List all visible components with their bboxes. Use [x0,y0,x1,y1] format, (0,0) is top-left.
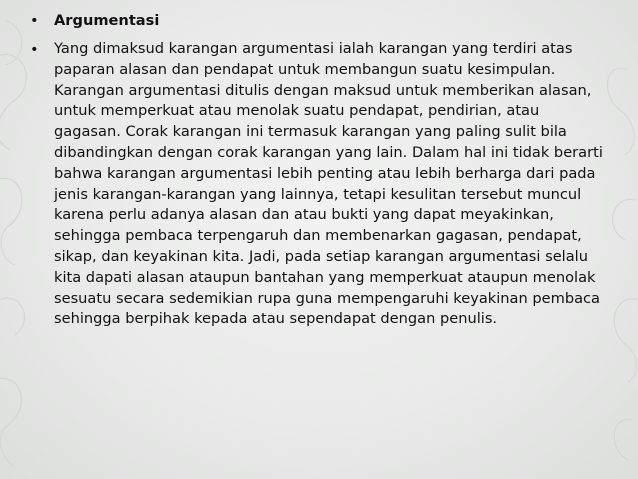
paragraph-line: Yang dimaksud karangan argumentasi ialah karangan yang terdiri atas [54,40,573,57]
bullet-marker: • [30,41,39,58]
bullet-marker: • [30,12,39,29]
paragraph-line: gagasan. Corak karangan ini termasuk karangan yang paling sulit bila [54,123,567,141]
paragraph-line: jenis karangan-karangan yang lainnya, tetapi kesulitan tersebut muncul [54,185,582,203]
paragraph-line: paparan alasan dan pendapat untuk membangun suatu kesimpulan. [54,60,556,78]
paragraph-line: dibandingkan dengan corak karangan yang lain. Dalam hal ini tidak berarti [54,143,603,161]
paragraph-bullet-item [30,39,630,330]
heading-text: Argumentasi [54,12,160,29]
heading-bullet-item [30,10,630,39]
paragraph-line: sehingga pembaca terpengaruh dan membenarkan gagasan, pendapat, [54,227,582,245]
paragraph-line: bahwa karangan argumentasi lebih penting atau lebih berharga dari pada [54,164,596,182]
paragraph-line: sikap, dan keyakinan kita. Jadi, pada setiap karangan argumentasi selalu [54,247,588,265]
paragraph-line: karena perlu adanya alasan dan atau bukti yang dapat meyakinkan, [54,206,554,224]
paragraph-line: sehingga berpihak kepada atau sependapat dengan penulis. [54,310,498,328]
paragraph-line: kita dapati alasan ataupun bantahan yang memperkuat ataupun menolak [54,268,596,286]
body-paragraph [54,39,624,330]
paragraph-line: sesuatu secara sedemikian rupa guna mempengaruhi keyakinan pembaca [54,289,600,307]
paragraph-line: untuk memperkuat atau menolak suatu pendapat, pendirian, atau [54,102,540,120]
slide-content [30,10,630,330]
paragraph-line: Karangan argumentasi ditulis dengan maksud untuk memberikan alasan, [54,81,592,99]
